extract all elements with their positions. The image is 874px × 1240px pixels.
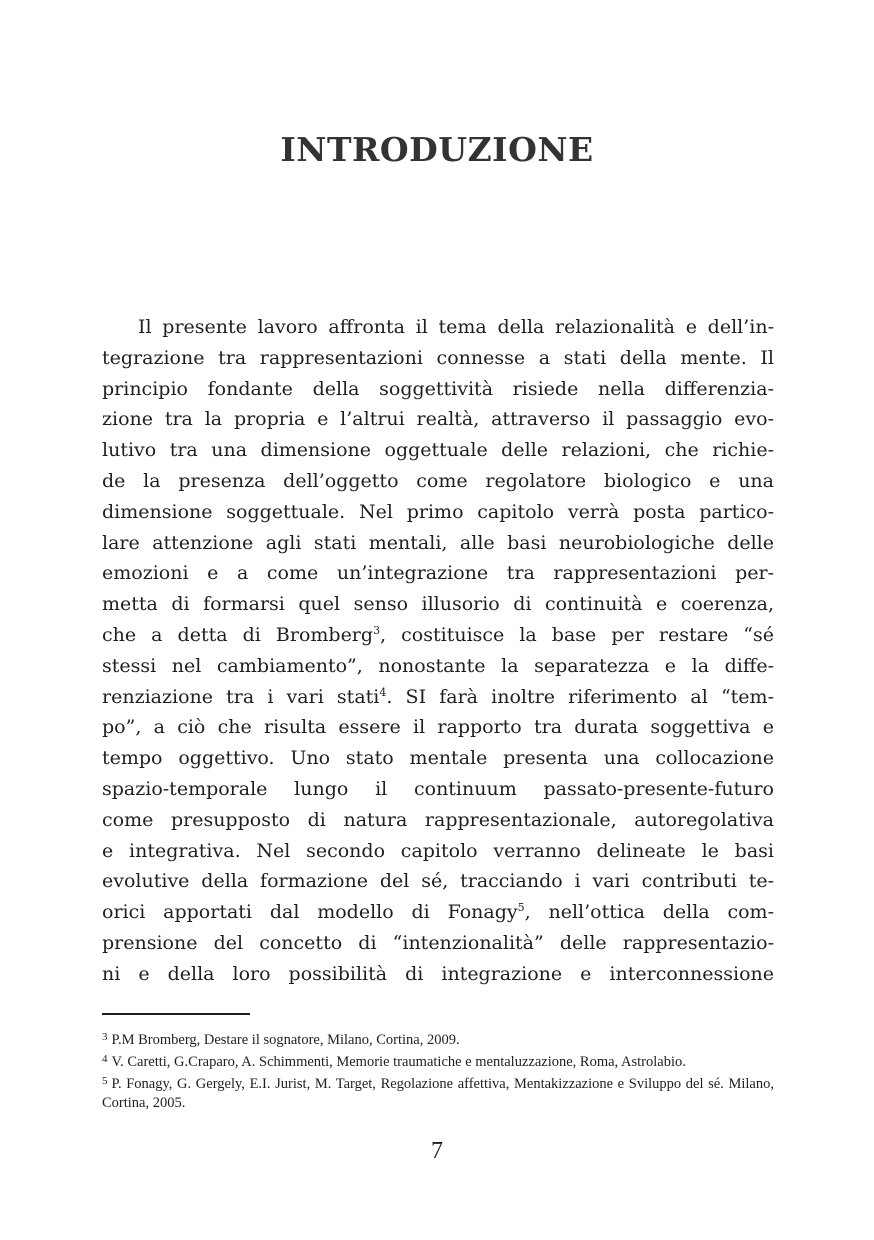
text-line bbox=[102, 682, 774, 713]
chapter-title: INTRODUZIONE bbox=[280, 130, 594, 169]
text-line: emozioni e a come un’integrazione tra rappresentazioni per- bbox=[102, 562, 774, 585]
body-paragraph bbox=[102, 312, 774, 990]
text-line: zione tra la propria e l’altrui realtà, attraverso il passaggio evo- bbox=[102, 408, 774, 431]
footnote-text: P. Fonagy, G. Gergely, E.I. Jurist, M. Target, Regolazione affettiva, Mentakizzazione e Sviluppo del sé. Milano, Cortina, 2005. bbox=[102, 1076, 774, 1111]
text-segment: , nell’ottica della com- bbox=[524, 901, 774, 924]
text-line: po”, a ciò che risulta essere il rapporto tra durata soggettiva e bbox=[102, 716, 774, 739]
text-line: come presupposto di natura rappresentazionale, autoregolativa bbox=[102, 808, 774, 831]
page-number: 7 bbox=[431, 1138, 443, 1164]
footnote-item bbox=[102, 1072, 774, 1113]
footnote-number: 4 bbox=[102, 1053, 108, 1065]
footnote-separator bbox=[102, 1013, 250, 1015]
footnote-text: V. Caretti, G.Craparo, A. Schimmenti, Memorie traumatiche e mentaluzzazione, Roma, Astrolabio. bbox=[111, 1054, 686, 1070]
text-segment: renziazione tra i vari stati bbox=[102, 685, 380, 708]
text-line: tempo oggettivo. Uno stato mentale presenta una collocazione bbox=[102, 747, 774, 770]
text-line bbox=[102, 897, 774, 928]
footnotes bbox=[102, 1028, 774, 1113]
text-segment: che a detta di Bromberg bbox=[102, 623, 374, 646]
text-line: stessi nel cambiamento”, nonostante la separatezza e la diffe- bbox=[102, 654, 774, 677]
text-segment: . SI farà inoltre riferimento al “tem- bbox=[386, 685, 774, 708]
footnote-reference: 4 bbox=[379, 685, 387, 699]
text-line: Il presente lavoro affronta il tema della relazionalità e dell’in- bbox=[138, 316, 774, 338]
footnote-item bbox=[102, 1050, 774, 1072]
text-line: evolutive della formazione del sé, tracciando i vari contributi te- bbox=[102, 870, 774, 893]
footnote-text: P.M Bromberg, Destare il sognatore, Milano, Cortina, 2009. bbox=[111, 1032, 460, 1048]
text-line: principio fondante della soggettività risiede nella differenzia- bbox=[102, 377, 774, 400]
text-line: prensione del concetto di “intenzionalità” delle rappresentazio- bbox=[102, 931, 774, 954]
text-line: ni e della loro possibilità di integrazione e interconnessione bbox=[102, 962, 774, 985]
text-line: spazio-temporale lungo il continuum passato-presente-futuro bbox=[102, 777, 774, 800]
text-line: metta di formarsi quel senso illusorio di continuità e coerenza, bbox=[102, 593, 774, 616]
text-line: dimensione soggettuale. Nel primo capitolo verrà posta partico- bbox=[102, 500, 774, 523]
footnote-reference: 5 bbox=[517, 901, 525, 915]
footnote-reference: 3 bbox=[373, 623, 381, 637]
text-line: e integrativa. Nel secondo capitolo verranno delineate le basi bbox=[102, 839, 774, 862]
text-segment: , costituisce la base per restare “sé bbox=[380, 623, 774, 646]
text-line: lutivo tra una dimensione oggettuale delle relazioni, che richie- bbox=[102, 439, 774, 462]
footnote-number: 5 bbox=[102, 1075, 108, 1087]
text-line: lare attenzione agli stati mentali, alle basi neurobiologiche delle bbox=[102, 531, 774, 554]
text-line: tegrazione tra rappresentazioni connesse a stati della mente. Il bbox=[102, 346, 774, 369]
footnote-number: 3 bbox=[102, 1031, 108, 1043]
text-line: de la presenza dell’oggetto come regolatore biologico e una bbox=[102, 469, 774, 492]
text-segment: orici apportati dal modello di Fonagy bbox=[102, 901, 518, 924]
text-line bbox=[102, 620, 774, 651]
footnote-item bbox=[102, 1028, 774, 1050]
